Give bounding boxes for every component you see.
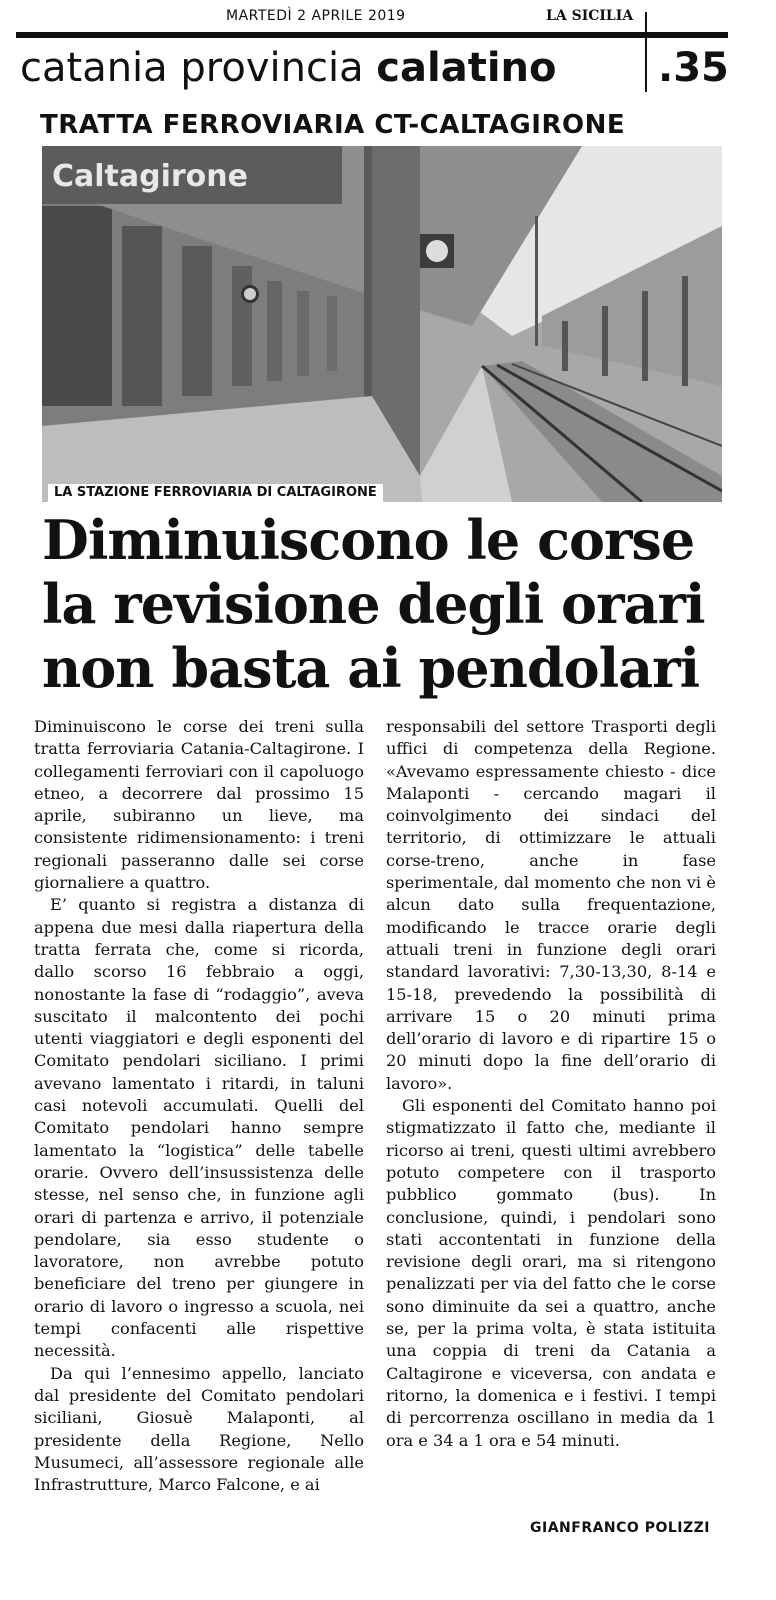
headline-line-3: non basta ai pendolari (42, 636, 700, 700)
station-sign: Caltagirone (52, 159, 248, 194)
section-title-bold: calatino (376, 45, 557, 91)
paragraph: E’ quanto si registra a distanza di appena due mesi dalla riapertura della tratta ferrata che, come si ricorda, dallo scorso 16 febbraio a oggi, nonostante la fase di “rodaggio”, aveva suscitato il malcontento dei pochi utenti viaggiatori e degli esponenti del Comitato pendolari siciliano. I primi avevano lamentato i ritardi, in taluni casi notevoli accumulati. Quelli del Comitato pendolari hanno sempre lamentato la “logistica” delle tabelle orarie. Ovvero dell’insussistenza delle stesse, nel senso che, in funzione agli orari di partenza e arrivo, il potenziale pendolare, sia esso studente o lavoratore, non avrebbe potuto beneficiare del treno per giungere in orario di lavoro o ingresso a scuola, nei tempi confacenti alle rispettive necessità. (34, 895, 364, 1361)
masthead-divider (645, 12, 647, 92)
photo-caption: LA STAZIONE FERROVIARIA DI CALTAGIRONE (48, 484, 383, 502)
station-photo-drawing (42, 146, 722, 502)
article-kicker: TRATTA FERROVIARIA CT-CALTAGIRONE (40, 110, 626, 140)
page-number: .35 (658, 45, 729, 91)
issue-date: MARTEDÌ 2 APRILE 2019 (226, 8, 406, 24)
paragraph: Gli esponenti del Comitato hanno poi stigmatizzato il fatto che, mediante il ricorso ai treni, questi ultimi avrebbero potuto competere con il trasporto pubblico gommato (bus). In conclusione, quindi, i pendolari sono stati accontentati in funzione della revisione degli orari, ma si ritengono penalizzati per via del fatto che le corse sono diminuite da sei a quattro, anche se, per la prima volta, è stata istituita una coppia di treni da Catania a Caltagirone e viceversa, con andata e ritorno, la domenica e i festivi. I tempi di percorrenza oscillano in media da 1 ora e 34 a 1 ora e 54 minuti. (386, 1096, 716, 1450)
newspaper-name: LA SICILIA (546, 8, 634, 24)
masthead-rule (16, 32, 728, 38)
headline-line-1: Diminuiscono le corse (42, 508, 695, 572)
article-column-2 (386, 716, 716, 1452)
section-title-light: catania provincia (20, 45, 364, 91)
paragraph: Da qui l’ennesimo appello, lanciato dal presidente del Comitato pendolari siciliani, Giosuè Malaponti, al presidente della Regione, Nello Musumeci, all’assessore regionale alle Infrastrutture, Marco Falcone, e ai (34, 1363, 364, 1495)
headline-line-2: la revisione degli orari (42, 572, 705, 636)
headline (42, 508, 742, 700)
masthead (16, 6, 728, 28)
paragraph: responsabili del settore Trasporti degli uffici di competenza della Regione. «Avevamo espressamente chiesto - dice Malaponti - cercando magari il coinvolgimento dei sindaci del territorio, di ottimizzare le attuali corse-treno, anche in fase sperimentale, dal momento che non vi è alcun dato sulla frequentazione, modificando le tracce orarie degli attuali treni in funzione degli orari standard lavorativi: 7,30-13,30, 8-14 e 15-18, prevedendo la possibilità di arrivare 15 o 20 minuti prima dell’orario di lavoro e di ripartire 15 o 20 minuti dopo la fine dell’orario di lavoro». (386, 717, 716, 1093)
station-photo (42, 146, 722, 502)
article-column-1 (34, 716, 364, 1496)
section-title (20, 44, 557, 92)
paragraph: Diminuiscono le corse dei treni sulla tratta ferroviaria Catania-Caltagirone. I collegamenti ferroviari con il capoluogo etneo, a decorrere dal prossimo 15 aprile, subiranno un lieve, ma consistente ridimensionamento: i treni regionali passeranno dalle sei corse giornaliere a quattro. (34, 717, 364, 893)
byline: GIANFRANCO POLIZZI (530, 1520, 711, 1536)
